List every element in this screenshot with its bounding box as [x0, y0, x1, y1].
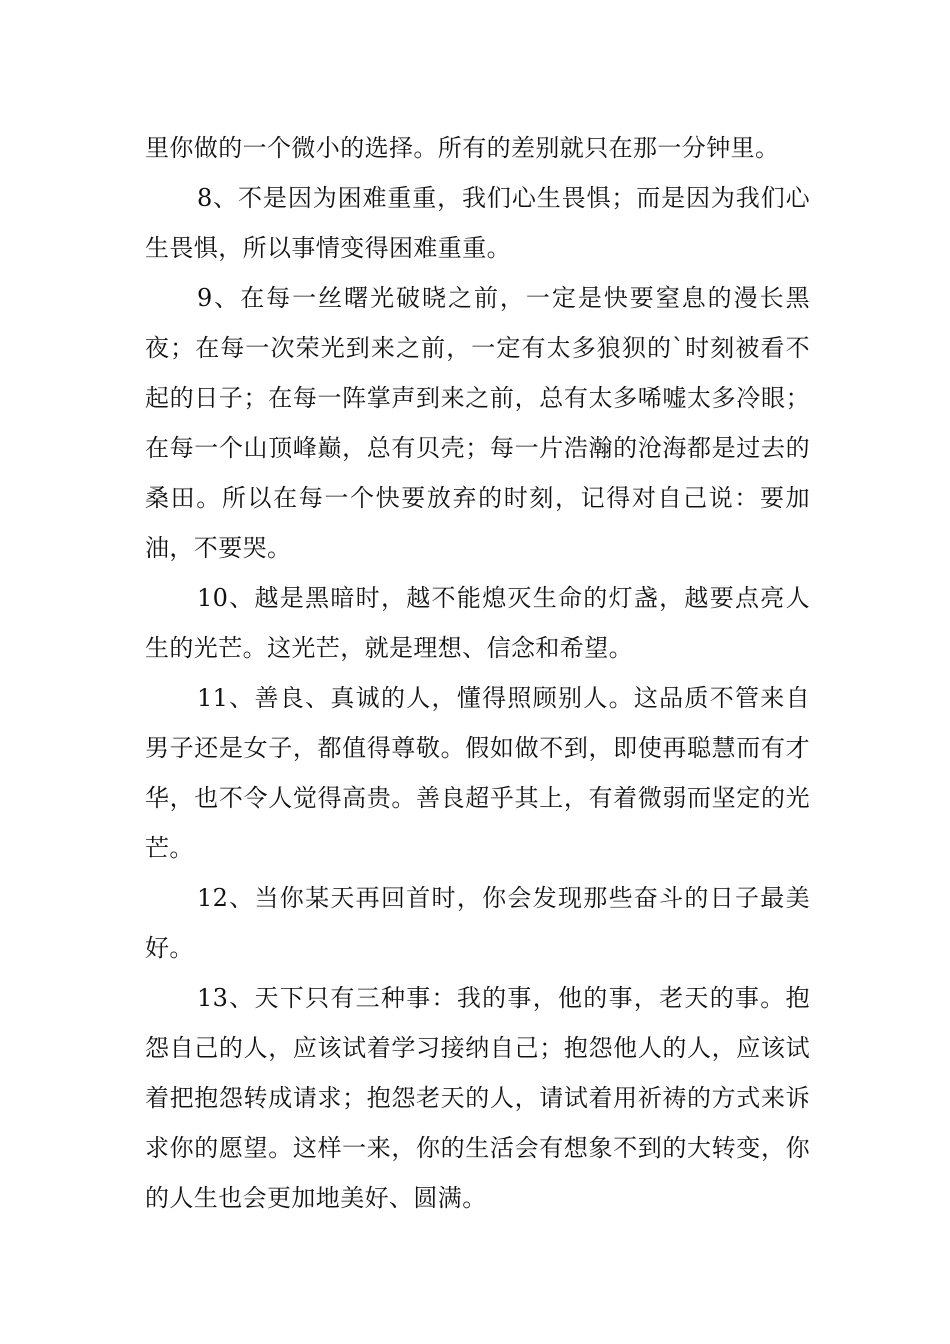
paragraph-item-8: 8、不是因为困难重重，我们心生畏惧；而是因为我们心生畏惧，所以事情变得困难重重。	[145, 184, 810, 262]
paragraph-item-9: 9、在每一丝曙光破晓之前，一定是快要窒息的漫长黑夜；在每一次荣光到来之前，一定有太多狼狈的`时刻被看不起的日子；在每一阵掌声到来之前，总有太多唏嘘太多冷眼；在每一个山顶峰巅，总有贝壳；每一片浩瀚的沧海都是过去的桑田。所以在每一个快要放弃的时刻，记得对自己说：要加油，不要哭。	[145, 284, 810, 562]
paragraph-item-13: 13、天下只有三种事：我的事，他的事，老天的事。抱怨自己的人，应该试着学习接纳自己；抱怨他人的人，应该试着把抱怨转成请求；抱怨老天的人，请试着用祈祷的方式来诉求你的愿望。这样一来，你的生活会有想象不到的大转变，你的人生也会更加地美好、圆满。	[145, 984, 810, 1212]
paragraph-continuation: 里你做的一个微小的选择。所有的差别就只在那一分钟里。	[145, 134, 780, 162]
paragraph-item-12: 12、当你某天再回首时，你会发现那些奋斗的日子最美好。	[145, 884, 810, 962]
paragraph-item-10: 10、越是黑暗时，越不能熄灭生命的灯盏，越要点亮人生的光芒。这光芒，就是理想、信念和希望。	[145, 584, 810, 662]
paragraph-item-11: 11、善良、真诚的人，懂得照顾别人。这品质不管来自男子还是女子，都值得尊敬。假如做不到，即使再聪慧而有才华，也不令人觉得高贵。善良超乎其上，有着微弱而坚定的光芒。	[145, 684, 810, 862]
